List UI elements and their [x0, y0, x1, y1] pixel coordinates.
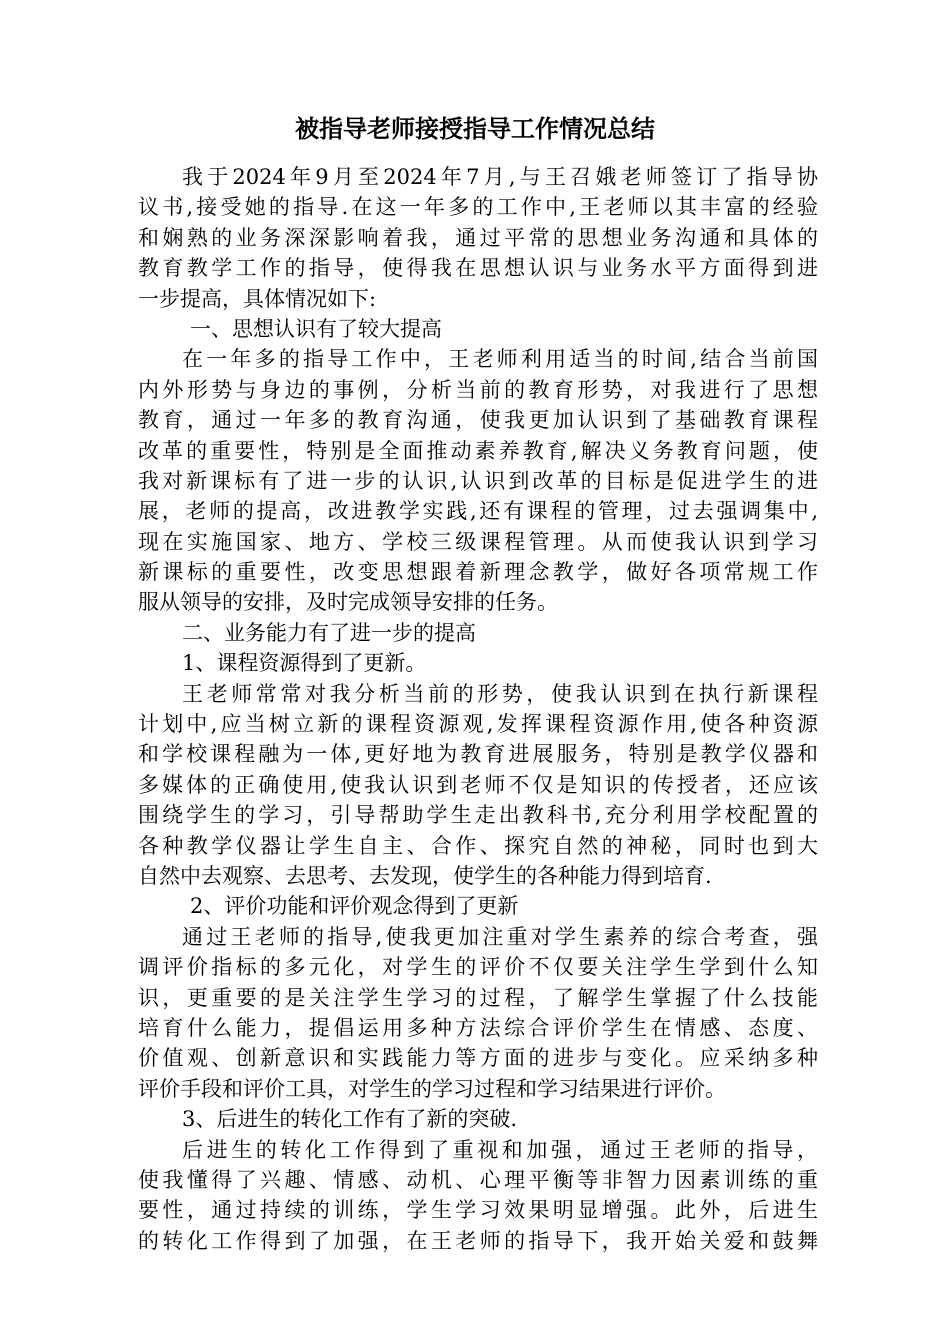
- text-line: 后进生的转化工作得到了重视和加强，通过王老师的指导，: [182, 1137, 818, 1162]
- text-line: 要性，通过持续的训练，学生学习效果明显增强。此外，后进生: [138, 1198, 818, 1223]
- text-line: 新课标的重要性，改变思想跟着新理念教学，做好各项常规工作: [138, 560, 818, 585]
- text-line: 和学校课程融为一体,更好地为教育进展服务，特别是教学仪器和: [138, 742, 818, 767]
- text-line: 教育教学工作的指导，使得我在思想认识与业务水平方面得到进: [138, 256, 818, 281]
- text-line: 改革的重要性，特别是全面推动素养教育,解决义务教育问题，使: [138, 438, 818, 463]
- text-line: 现在实施国家、地方、学校三级课程管理。从而使我认识到学习: [138, 529, 818, 554]
- text-line: 评价手段和评价工具，对学生的学习过程和学习结果进行评价。: [138, 1076, 726, 1101]
- section-heading-1: 一、思想认识有了较大提高: [190, 316, 442, 341]
- subsection-heading-3: 3、后进生的转化工作有了新的突破.: [182, 1107, 518, 1132]
- document-body: [138, 162, 818, 1256]
- text-line: 调评价指标的多元化，对学生的评价不仅要关注学生学到什么知: [138, 955, 818, 980]
- text-line: 计划中,应当树立新的课程资源观,发挥课程资源作用,使各种资源: [138, 712, 818, 737]
- text-line: 和娴熟的业务深深影响着我，通过平常的思想业务沟通和具体的: [138, 225, 818, 250]
- text-line: 我于2024年9月至2024年7月,与王召娥老师签订了指导协: [182, 165, 818, 189]
- text-line: 我对新课标有了进一步的认识,认识到改革的目标是促进学生的进: [138, 468, 818, 493]
- text-line: 围绕学生的学习，引导帮助学生走出教科书,充分利用学校配置的: [138, 803, 818, 828]
- section-heading-2: 二、业务能力有了进一步的提高: [182, 620, 476, 645]
- text-line: 自然中去观察、去思考、去发现，使学生的各种能力得到培育.: [138, 863, 712, 888]
- text-line: 价值观、创新意识和实践能力等方面的进步与变化。应采纳多种: [138, 1046, 818, 1071]
- text-line: 各种教学仪器让学生自主、合作、探究自然的神秘，同时也到大: [138, 833, 818, 858]
- text-line: 使我懂得了兴趣、情感、动机、心理平衡等非智力因素训练的重: [138, 1167, 818, 1192]
- text-line: 一步提高，具体情况如下:: [138, 286, 377, 311]
- text-line: 培育什么能力，提倡运用多种方法综合评价学生在情感、态度、: [138, 1015, 818, 1040]
- text-line: 教育，通过一年多的教育沟通，使我更加认识到了基础教育课程: [138, 408, 818, 433]
- text-line: 内外形势与身边的事例，分析当前的教育形势，对我进行了思想: [138, 377, 818, 402]
- text-line: 展，老师的提高，改进教学实践,还有课程的管理，过去强调集中,: [138, 499, 818, 524]
- text-line: 服从领导的安排，及时完成领导安排的任务。: [138, 590, 558, 615]
- text-line: 议书,接受她的指导.在这一年多的工作中,王老师以其丰富的经验: [138, 195, 818, 220]
- subsection-heading-2: 2、评价功能和评价观念得到了更新: [190, 894, 519, 919]
- text-line: 的转化工作得到了加强，在王老师的指导下，我开始关爱和鼓舞: [138, 1228, 818, 1253]
- text-line: 识，更重要的是关注学生学习的过程，了解学生掌握了什么技能: [138, 985, 818, 1010]
- subsection-heading-1: 1、课程资源得到了更新。: [182, 651, 427, 676]
- text-line: 在一年多的指导工作中，王老师利用适当的时间,结合当前国: [182, 347, 818, 372]
- document-title: 被指导老师接授指导工作情况总结: [295, 114, 655, 143]
- text-line: 通过王老师的指导,使我更加注重对学生素养的综合考查，强: [182, 924, 818, 949]
- text-line: 多媒体的正确使用,使我认识到老师不仅是知识的传授者，还应该: [138, 772, 818, 797]
- text-line: 王老师常常对我分析当前的形势，使我认识到在执行新课程: [182, 681, 818, 706]
